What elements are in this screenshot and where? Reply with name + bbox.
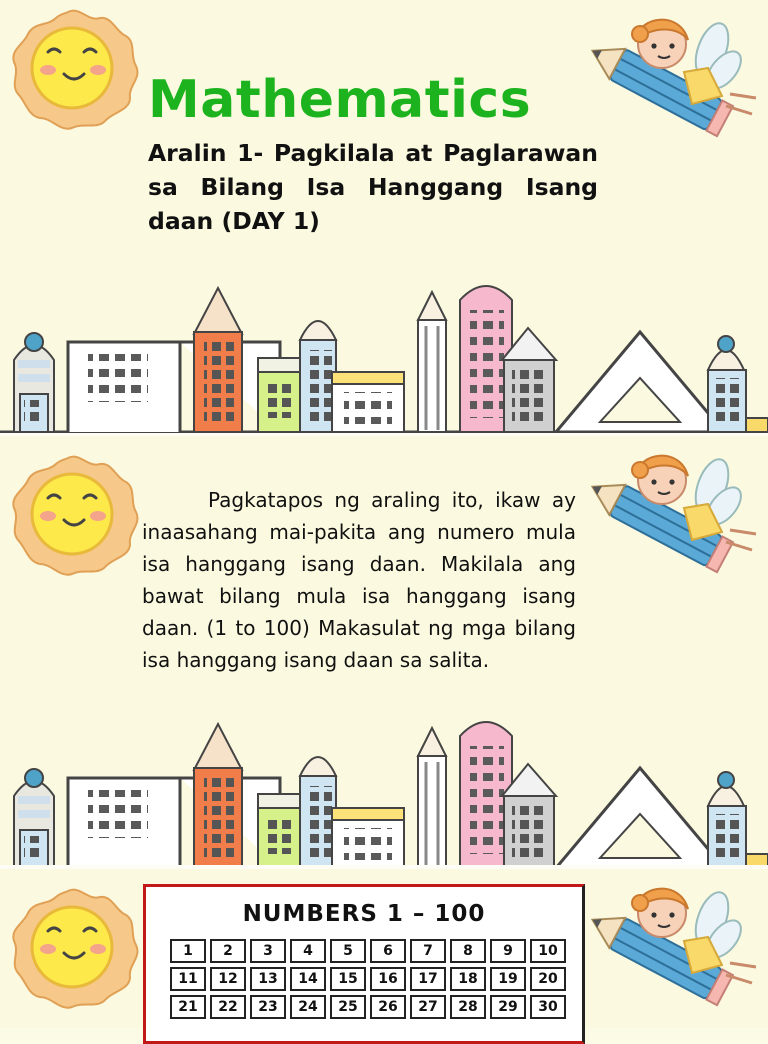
number-cell: 10 (530, 939, 566, 963)
number-cell: 12 (210, 967, 246, 991)
objectives-text: Pagkatapos ng araling ito, ikaw ay inaasahang mai-pakita ang numero mula isa hanggang isang daan. Makilala ang bawat bilang mula isa hanggang isang daan. (1 to 100) Makasulat ng mga bilang isa hanggang isang daan sa salita. (142, 488, 576, 672)
number-cell: 1 (170, 939, 206, 963)
page-title: Mathematics (148, 70, 532, 130)
number-cell: 18 (450, 967, 486, 991)
number-cell: 15 (330, 967, 366, 991)
number-cell: 13 (250, 967, 286, 991)
number-cell: 22 (210, 995, 246, 1019)
number-cell: 21 (170, 995, 206, 1019)
fairy-pencil-icon (580, 446, 760, 576)
fairy-pencil-icon (580, 10, 760, 140)
number-cell: 11 (170, 967, 206, 991)
number-cell: 28 (450, 995, 486, 1019)
number-cell: 4 (290, 939, 326, 963)
numbers-grid (170, 939, 566, 1019)
number-cell: 14 (290, 967, 326, 991)
number-cell: 3 (250, 939, 286, 963)
sun-character-icon (8, 8, 140, 134)
number-cell: 9 (490, 939, 526, 963)
number-cell: 5 (330, 939, 366, 963)
number-cell: 16 (370, 967, 406, 991)
number-cell: 24 (290, 995, 326, 1019)
number-cell: 19 (490, 967, 526, 991)
sun-character-icon (8, 887, 140, 1013)
number-cell: 23 (250, 995, 286, 1019)
fairy-pencil-icon (580, 879, 760, 1009)
number-cell: 17 (410, 967, 446, 991)
number-cell: 7 (410, 939, 446, 963)
slide-title (0, 0, 768, 433)
number-cell: 2 (210, 939, 246, 963)
lesson-subtitle: Aralin 1- Pagkilala at Paglarawan sa Bilang Isa Hanggang Isang daan (DAY 1) (148, 139, 598, 235)
number-cell: 29 (490, 995, 526, 1019)
numbers-chart (143, 884, 585, 1044)
number-cell: 20 (530, 967, 566, 991)
number-cell: 26 (370, 995, 406, 1019)
chart-title: NUMBERS 1 – 100 (242, 901, 486, 927)
number-cell: 27 (410, 995, 446, 1019)
number-cell: 8 (450, 939, 486, 963)
number-cell: 6 (370, 939, 406, 963)
number-cell: 25 (330, 995, 366, 1019)
sun-character-icon (8, 454, 140, 580)
city-skyline-icon (0, 706, 768, 868)
city-skyline-icon (0, 270, 768, 433)
number-cell: 30 (530, 995, 566, 1019)
